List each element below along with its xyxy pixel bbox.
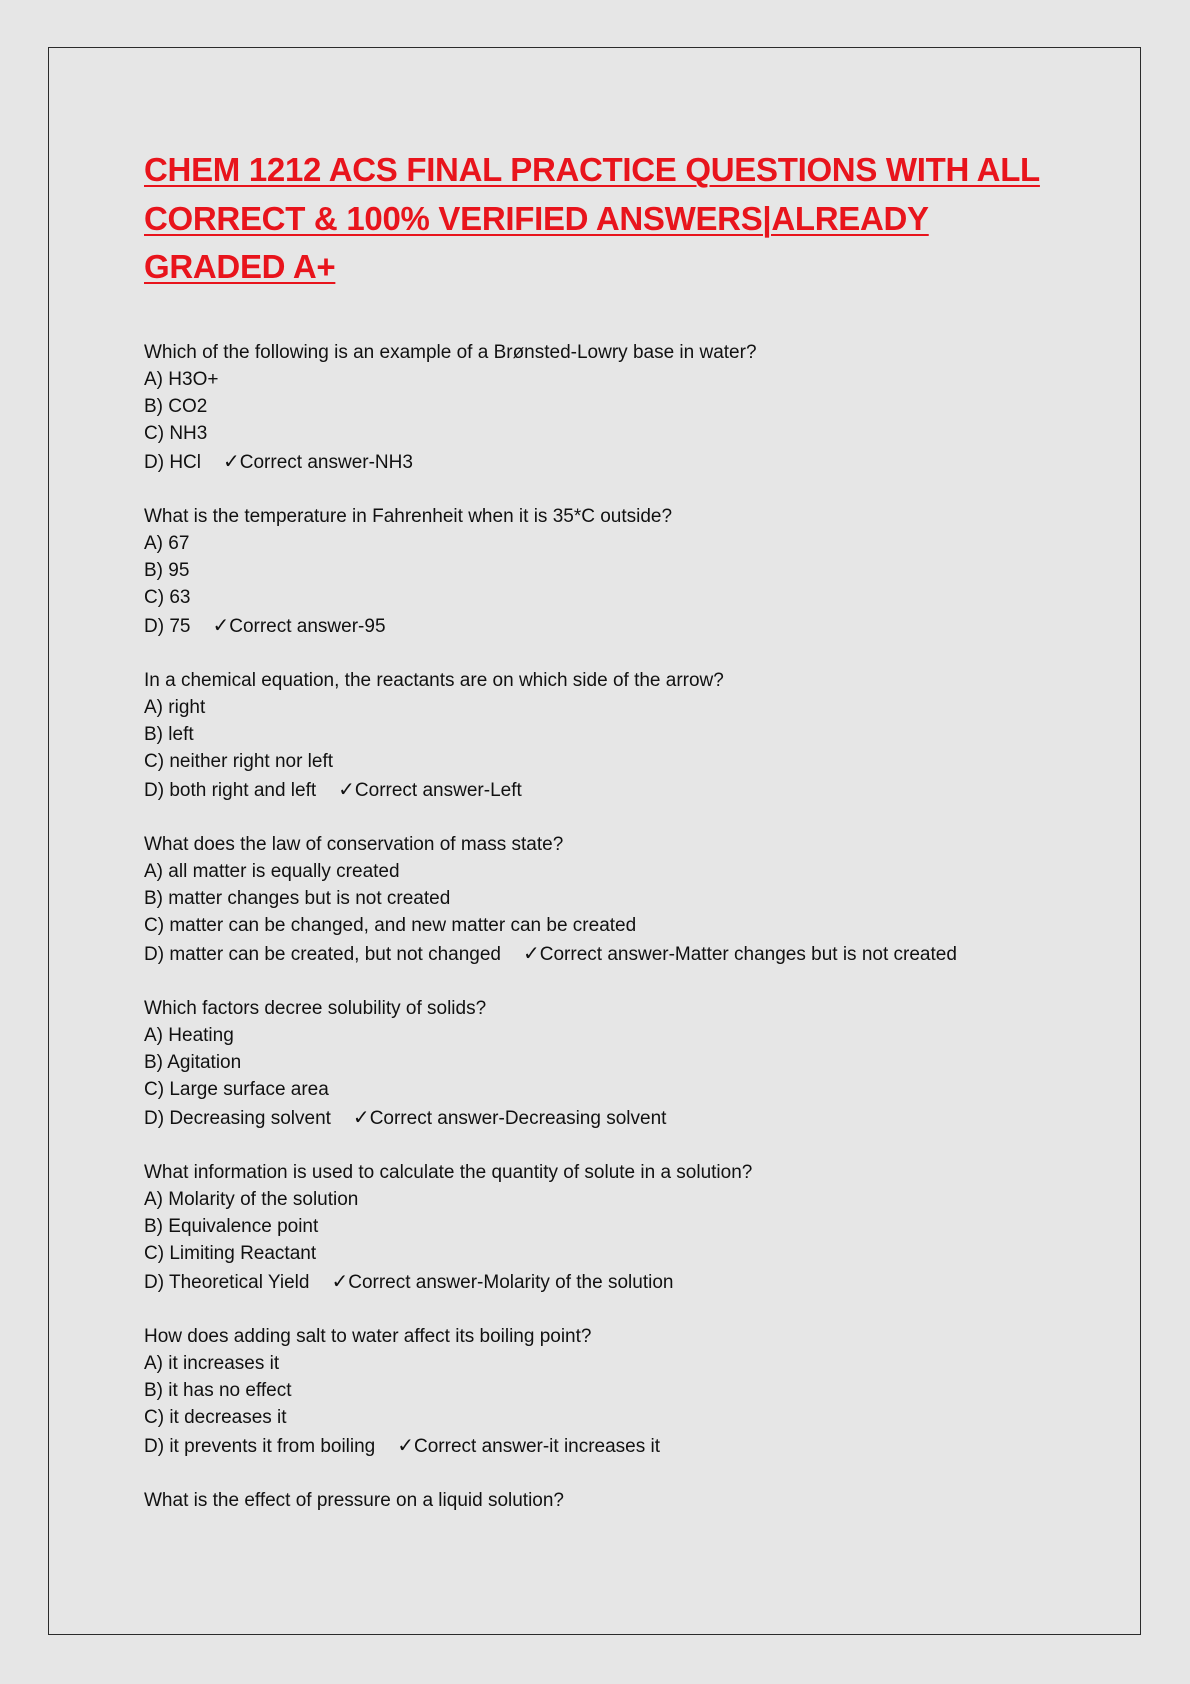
option-d: D) matter can be created, but not changed xyxy=(144,944,501,965)
option-c: C) it decreases it xyxy=(144,1407,287,1428)
check-mark-icon: ✓ xyxy=(523,941,540,965)
option-c: C) 63 xyxy=(144,587,191,608)
question-text: What information is used to calculate the quantity of solute in a solution? xyxy=(144,1162,753,1183)
option-b: B) Agitation xyxy=(144,1052,242,1073)
question-text: In a chemical equation, the reactants are on which side of the arrow? xyxy=(144,670,724,691)
correct-answer: Correct answer-Matter changes but is not created xyxy=(539,944,957,965)
option-d: D) Theoretical Yield xyxy=(144,1272,310,1293)
check-mark-icon: ✓ xyxy=(397,1433,415,1457)
option-a: A) H3O+ xyxy=(144,369,219,390)
option-a: A) Heating xyxy=(144,1025,234,1046)
answer-line xyxy=(144,1431,1064,1460)
answer-line xyxy=(144,447,1064,476)
question-text: What does the law of conservation of mass state? xyxy=(144,834,564,855)
check-mark-icon: ✓ xyxy=(338,777,355,801)
option-a: A) it increases it xyxy=(144,1353,280,1374)
answer-line xyxy=(144,611,1064,640)
question-block-5 xyxy=(144,995,1064,1159)
question-list xyxy=(144,339,1064,1651)
option-b: B) Equivalence point xyxy=(144,1216,319,1237)
answer-line xyxy=(144,1267,1064,1296)
correct-answer: Correct answer-95 xyxy=(229,616,386,637)
question-text: What is the temperature in Fahrenheit when it is 35*C outside? xyxy=(144,506,673,527)
option-a: A) 67 xyxy=(144,533,190,554)
check-mark-icon: ✓ xyxy=(352,1105,370,1129)
question-block-2 xyxy=(144,503,1064,667)
correct-answer: Correct answer-NH3 xyxy=(239,452,413,473)
check-mark-icon: ✓ xyxy=(223,449,240,473)
question-text: Which factors decree solubility of solids? xyxy=(144,998,487,1019)
answer-line xyxy=(144,1103,1064,1132)
option-d: D) HCl xyxy=(144,452,201,473)
option-d: D) it prevents it from boiling xyxy=(144,1436,376,1457)
option-a: A) Molarity of the solution xyxy=(144,1189,359,1210)
option-b: B) CO2 xyxy=(144,396,208,417)
question-block-1 xyxy=(144,339,1064,503)
question-text: Which of the following is an example of a Brønsted-Lowry base in water? xyxy=(144,342,757,363)
option-a: A) all matter is equally created xyxy=(144,861,400,882)
option-c: C) Limiting Reactant xyxy=(144,1243,317,1264)
question-text: How does adding salt to water affect its boiling point? xyxy=(144,1326,592,1347)
question-block-6 xyxy=(144,1159,1064,1323)
answer-line xyxy=(144,939,1064,968)
check-mark-icon: ✓ xyxy=(212,613,230,637)
answer-line xyxy=(144,775,1064,804)
question-block-7 xyxy=(144,1323,1064,1487)
question-block-8 xyxy=(144,1487,1064,1651)
check-mark-icon: ✓ xyxy=(331,1269,349,1293)
option-b: B) 95 xyxy=(144,560,190,581)
option-c: C) matter can be changed, and new matter can be created xyxy=(144,915,637,936)
option-a: A) right xyxy=(144,697,206,718)
option-d: D) both right and left xyxy=(144,780,317,801)
correct-answer: Correct answer-Decreasing solvent xyxy=(369,1108,667,1129)
option-b: B) matter changes but is not created xyxy=(144,888,451,909)
option-d: D) Decreasing solvent xyxy=(144,1108,331,1129)
correct-answer: Correct answer-Molarity of the solution xyxy=(348,1272,674,1293)
question-text: What is the effect of pressure on a liquid solution? xyxy=(144,1490,565,1511)
question-block-3 xyxy=(144,667,1064,831)
option-c: C) neither right nor left xyxy=(144,751,334,772)
option-c: C) NH3 xyxy=(144,423,208,444)
option-c: C) Large surface area xyxy=(144,1079,329,1100)
option-d: D) 75 xyxy=(144,616,191,637)
correct-answer: Correct answer-Left xyxy=(354,780,522,801)
correct-answer: Correct answer-it increases it xyxy=(414,1436,661,1457)
document-title: CHEM 1212 ACS FINAL PRACTICE QUESTIONS WITH ALL CORRECT & 100% VERIFIED ANSWERS|ALREADY GRADED A+ xyxy=(144,151,1040,285)
option-b: B) left xyxy=(144,724,194,745)
option-b: B) it has no effect xyxy=(144,1380,292,1401)
question-block-4 xyxy=(144,831,1064,995)
